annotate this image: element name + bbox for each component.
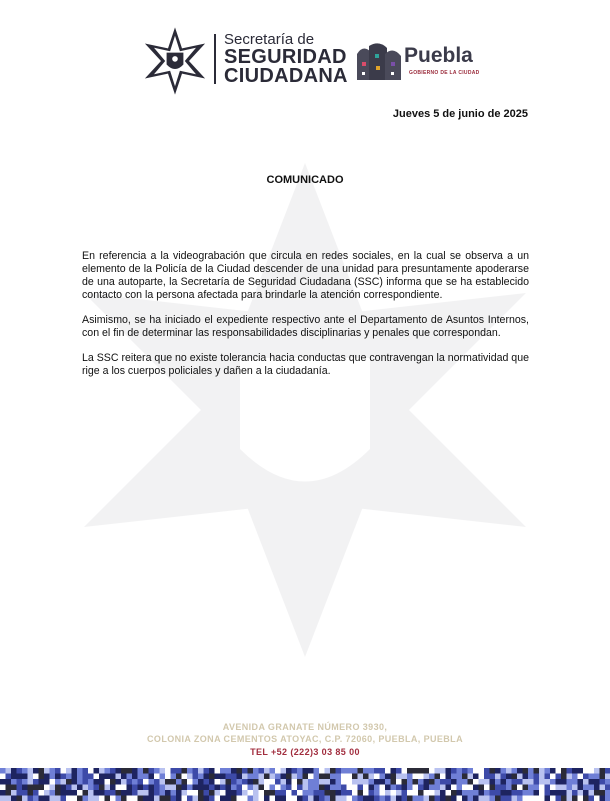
paragraph-1: En referencia a la videograbación que circula en redes sociales, en la cual se observa a un elemento de la Policía de la Ciudad descender de una unidad para presuntamente apoderarse de una autoparte, la Secretaría de Seguridad Ciudadana (SSC) informa que se ha establecido contacto con la persona afectada para brindarle la atención correspondiente.	[82, 250, 529, 301]
logo-divider	[214, 34, 216, 84]
ssc-line3: CIUDADANA	[224, 65, 348, 87]
document-body	[82, 250, 529, 390]
puebla-wordmark: Puebla	[404, 44, 473, 67]
letterhead	[0, 18, 610, 93]
ssc-line2: SEGURIDAD	[224, 46, 347, 68]
footer-contact	[0, 721, 610, 760]
document-date: Jueves 5 de junio de 2025	[392, 108, 528, 120]
ssc-wordmark	[224, 32, 348, 86]
police-star-shield-icon	[140, 26, 210, 96]
puebla-subtitle: GOBIERNO DE LA CIUDAD	[409, 70, 480, 76]
paragraph-2: Asimismo, se ha iniciado el expediente respectivo ante el Departamento de Asuntos Internos, con el fin de determinar las responsabilidades disciplinarias y penales que correspondan.	[82, 314, 529, 339]
watermark-star-icon	[45, 150, 565, 670]
document-title: COMUNICADO	[266, 174, 344, 186]
decorative-pattern-band	[0, 768, 610, 801]
footer-address-line1: AVENIDA GRANATE NÚMERO 3930,	[222, 722, 388, 732]
ssc-line1: Secretaría de	[224, 31, 315, 48]
footer-address-line2: COLONIA ZONA CEMENTOS ATOYAC, C.P. 72060, PUEBLA, PUEBLA	[147, 734, 463, 744]
puebla-city-emblem-icon	[353, 40, 405, 82]
footer-phone: TEL +52 (222)3 03 85 00	[250, 747, 360, 757]
paragraph-3: La SSC reitera que no existe tolerancia hacia conductas que contravengan la normatividad que rige a los cuerpos policiales y dañen a la ciudadanía.	[82, 352, 529, 377]
